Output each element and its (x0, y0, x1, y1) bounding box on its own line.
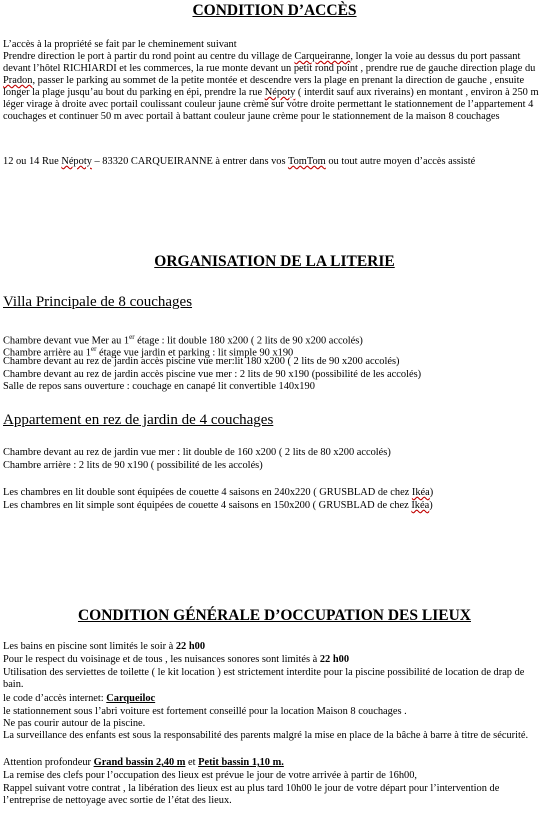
villa-room-line: Chambre arrière au 1er étage vue jardin et parking : lit simple 90 x190 (3, 345, 294, 359)
access-route-paragraph: Prendre direction le port à partir du rond point au centre du village de Carqueiranne, longer la voie au dessus du port passant devant l’hôtel RICHIARDI et les commerces, la rue monte devant un petit rond point , prendre rue de gauche direction plage du Pradon, passer le parking au sommet de la petite montée et descendre vers la plage en prenant la direction de gauche , ensuite longer la plage jusqu’au bout du parking en épi, prendre la rue Népoty ( interdit sauf aux riverains) en montant , environ à 250 m léger virage à droite avec portail coulissant couleur jaune crème sur votre droite permettant le stationnement de l’appartement 4 couchages et continuer 50 m avec portail à battant couleur jaune crème pour le stationnement de la maison 8 couchages (3, 51, 539, 122)
ikea-word: Ikéa (411, 487, 430, 498)
place-pradon: Pradon (3, 75, 33, 86)
internet-code-value: Carqueiloc (106, 693, 156, 704)
villa-subtitle: Villa Principale de 8 couchages (3, 294, 193, 310)
access-intro: L’accès à la propriété se fait par le cheminement suivant (3, 39, 237, 50)
internet-code: le code d’accès internet: Carqueiloc (3, 693, 156, 704)
appartement-subtitle: Appartement en rez de jardin de 4 couchages (3, 412, 274, 428)
villa-room-line: Chambre devant vue Mer au 1er étage : lit double 180 x200 ( 2 lits de 90 x200 accolés) (3, 333, 363, 347)
rule-parking: le stationnement sous l’abri voiture est fortement conseillé pour la location Maison 8 couchages . (3, 706, 407, 717)
appartement-room-line: Chambre arrière : 2 lits de 90 x190 ( possibilité de les accolés) (3, 460, 263, 471)
tomtom-word: TomTom (287, 156, 326, 167)
couette-line: Les chambres en lit simple sont équipées de couette 4 saisons en 150x200 ( GRUSBLAD de chez Ikéa) (3, 500, 433, 511)
keys-handover: La remise des clefs pour l’occupation des lieux est prévue le jour de votre arrivée à partir de 16h00, (3, 770, 418, 781)
petit-bassin-depth: Petit bassin 1,10 m. (198, 757, 284, 768)
street-nepoty-address: Népoty (61, 156, 92, 167)
rule-towels: Utilisation des serviettes de toilette ( le kit location ) est strictement interdite pour la piscine possibilité de location de drap de bain. (3, 667, 525, 690)
checkout-rule: Rappel suivant votre contrat , la libération des lieux est au plus tard 10h00 le jour de votre départ pour l’intervention de l’entreprise de nettoyage avec sortie de l’état des lieux. (3, 783, 500, 806)
place-carqueiranne: Carqueiranne (294, 51, 351, 62)
grand-bassin-depth: Grand bassin 2,40 m (93, 757, 186, 768)
rule-piscine-hours: Les bains en piscine sont limités le soir à 22 h00 (3, 641, 206, 652)
pool-depth: Attention profondeur Grand bassin 2,40 m et Petit bassin 1,10 m. (3, 757, 284, 768)
occupation-section-title: CONDITION GÉNÉRALE D’OCCUPATION DES LIEUX (77, 607, 471, 624)
access-section-title: CONDITION D’ACCÈS (192, 2, 357, 19)
couette-line: Les chambres en lit double sont équipées de couette 4 saisons en 240x220 ( GRUSBLAD de chez Ikéa) (3, 487, 434, 498)
rule-noise-hours: Pour le respect du voisinage et de tous , les nuisances sonores sont limités à 22 h00 (3, 654, 350, 665)
villa-room-line: Chambre devant au rez de jardin accès piscine vue mer:lit 180 x200 ( 2 lits de 90 x200 accolés) (3, 356, 400, 367)
villa-room-line: Chambre devant au rez de jardin accès piscine vue mer : 2 lits de 90 x190 (possibilité de les accolés) (3, 369, 422, 380)
villa-room-line: Salle de repos sans ouverture : couchage en canapé lit convertible 140x190 (3, 381, 315, 392)
appartement-room-line: Chambre devant au rez de jardin vue mer : lit double de 160 x200 ( 2 lits de 80 x200 accolés) (3, 447, 391, 458)
rule-no-running: Ne pas courir autour de la piscine. (3, 718, 146, 729)
street-nepoty: Népoty (264, 87, 296, 98)
rule-children: La surveillance des enfants est sous la responsabilité des parents malgré la mise en place de la bâche à barre à titre de sécurité. (3, 730, 529, 741)
literie-section-title: ORGANISATION DE LA LITERIE (154, 253, 395, 270)
ikea-word: Ikéa (411, 500, 430, 511)
access-address: 12 ou 14 Rue Népoty – 83320 CARQUEIRANNE à entrer dans vos TomTom ou tout autre moyen d’accès assisté (3, 156, 476, 167)
